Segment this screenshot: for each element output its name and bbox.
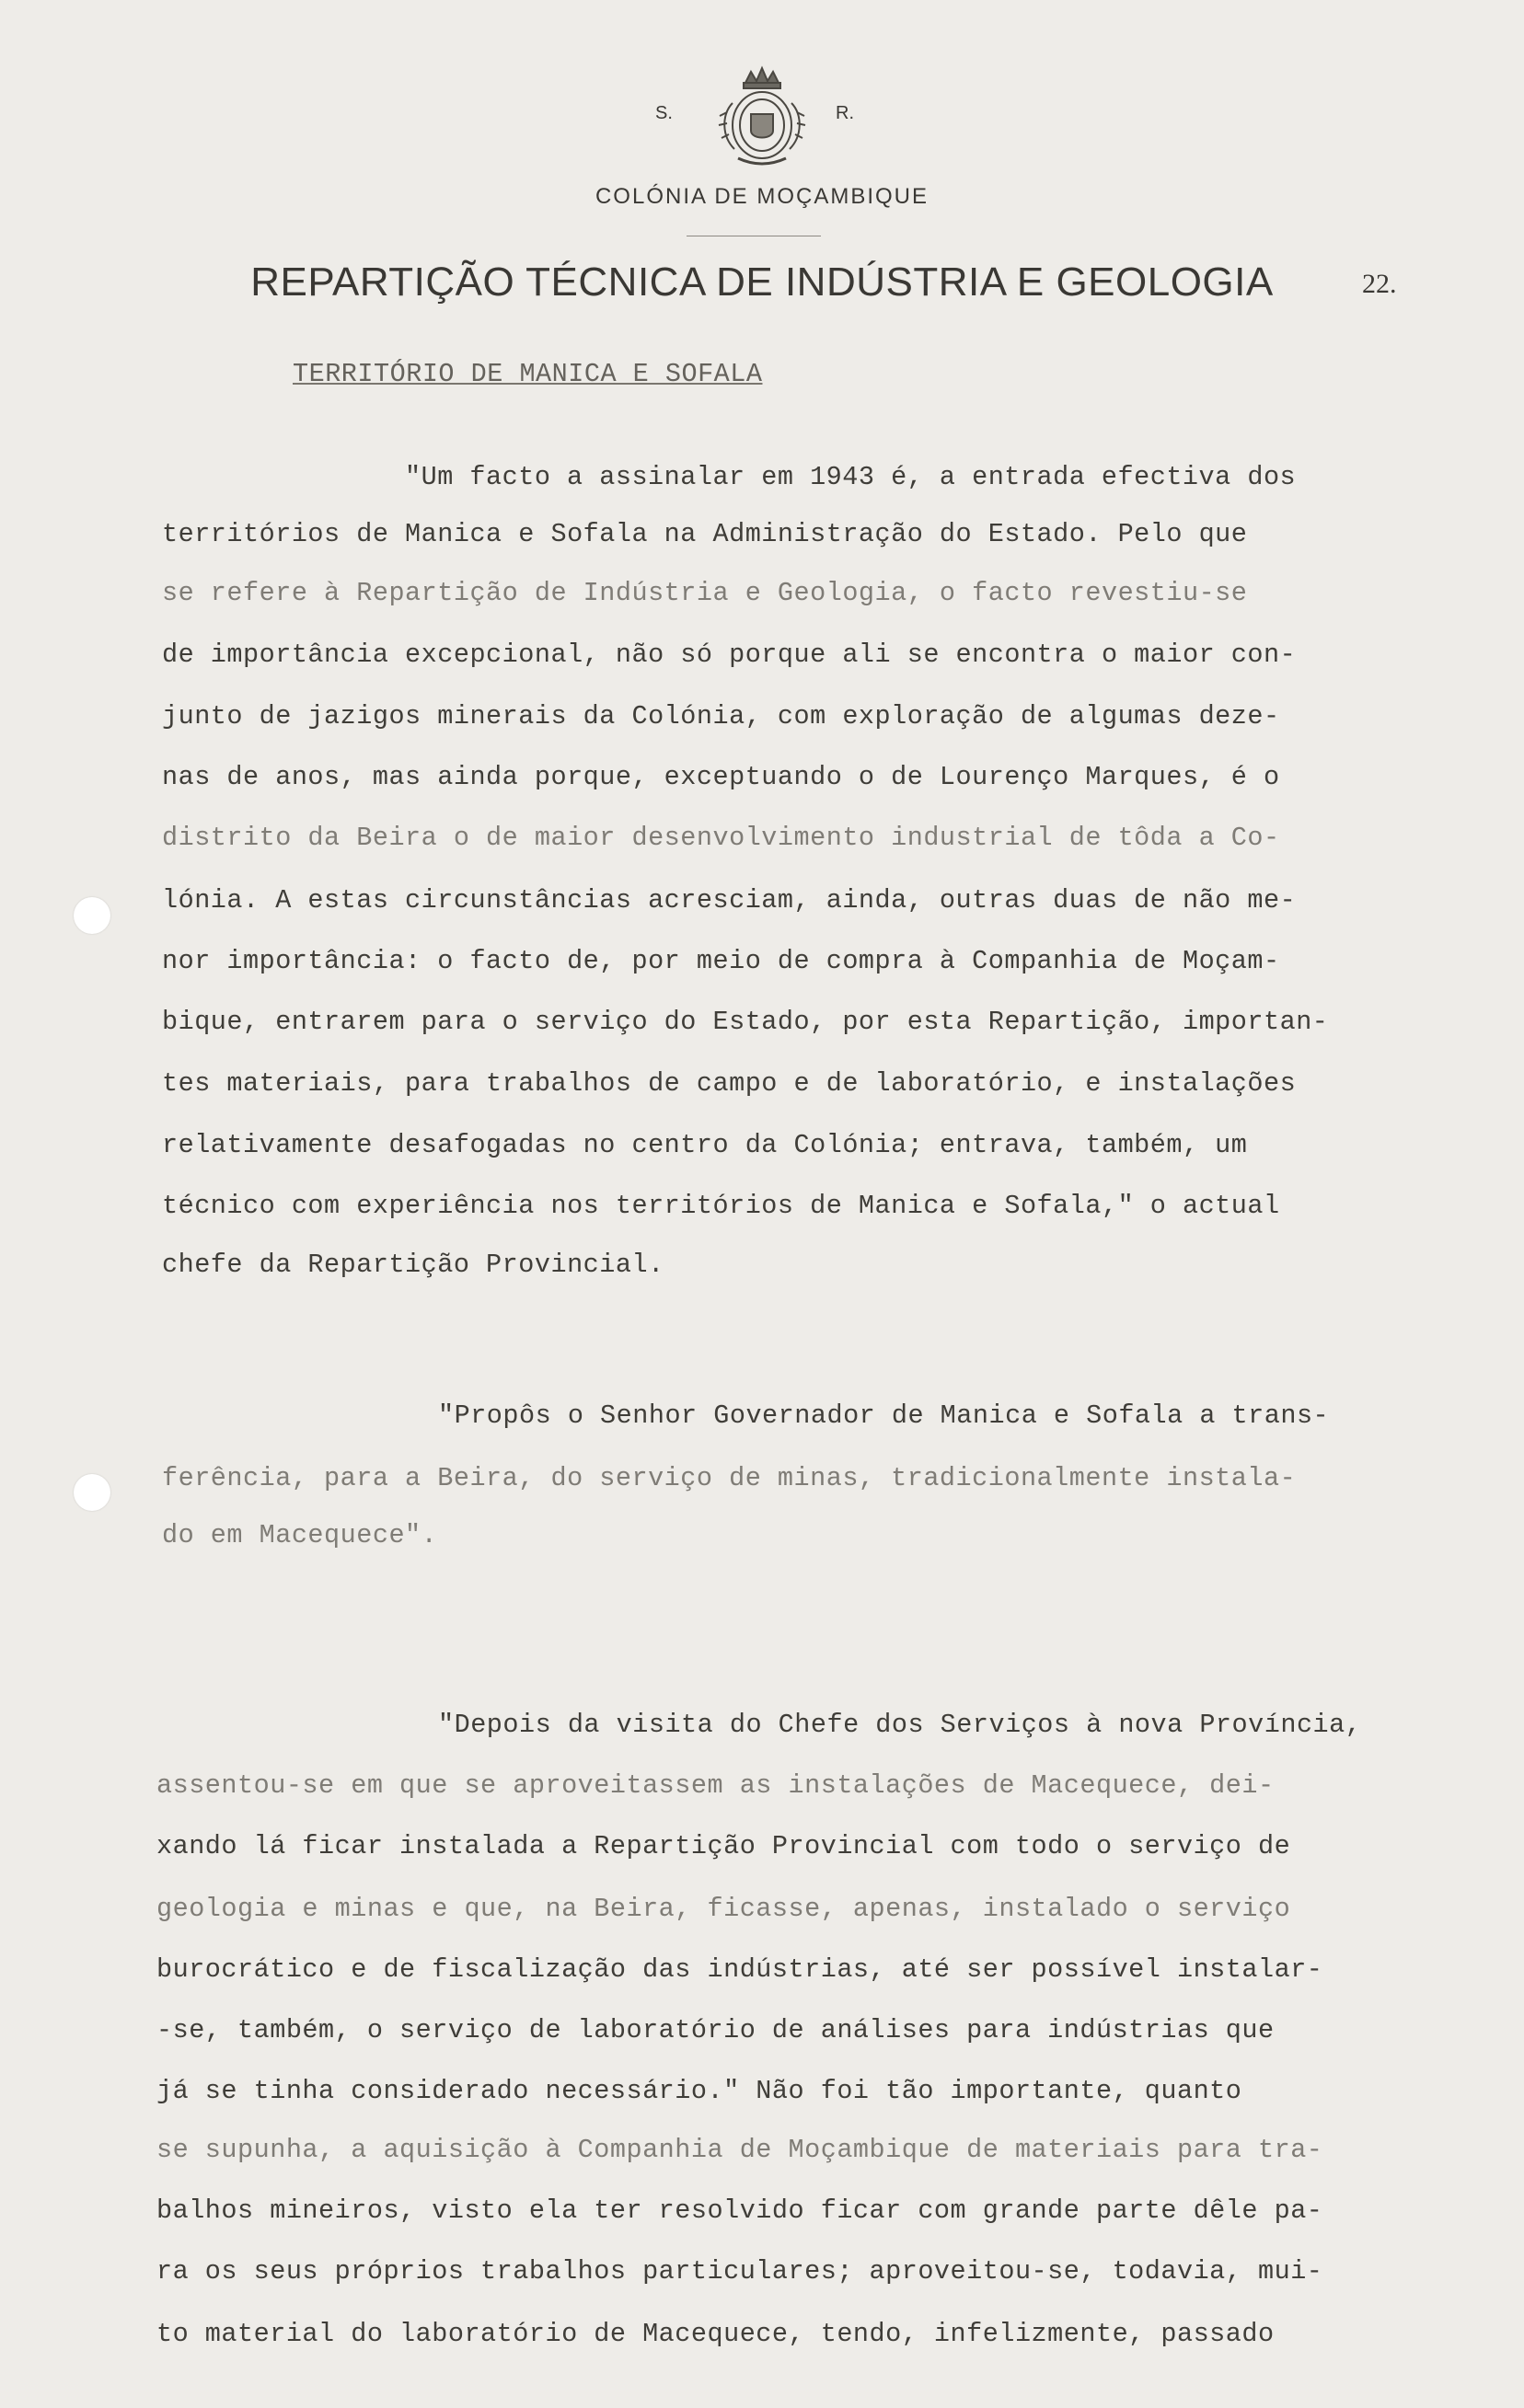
text-line: "Depois da visita do Chefe dos Serviços à nova Província, (438, 1710, 1362, 1740)
colony-name: COLÓNIA DE MOÇAMBIQUE (595, 184, 929, 209)
text-line: de importância excepcional, não só porque ali se encontra o maior con- (162, 639, 1297, 670)
text-line: lónia. A estas circunstâncias acresciam, ainda, outras duas de não me- (162, 885, 1297, 916)
department-title: REPARTIÇÃO TÉCNICA DE INDÚSTRIA E GEOLOGIA (250, 259, 1274, 305)
text-line: ferência, para a Beira, do serviço de minas, tradicionalmente instala- (162, 1463, 1297, 1493)
text-line: assentou-se em que se aproveitassem as instalações de Macequece, dei- (156, 1770, 1275, 1801)
text-line: técnico com experiência nos territórios de Manica e Sofala," o actual (162, 1191, 1280, 1221)
text-line: balhos mineiros, visto ela ter resolvido ficar com grande parte dêle pa- (156, 2195, 1323, 2226)
text-line: burocrático e de fiscalização das indústrias, até ser possível instalar- (156, 1954, 1323, 1985)
text-line: se refere à Repartição de Indústria e Geologia, o facto revestiu-se (162, 578, 1248, 608)
text-line: do em Macequece". (162, 1520, 438, 1550)
text-line: ra os seus próprios trabalhos particulares; aproveitou-se, todavia, mui- (156, 2256, 1323, 2287)
text-line: bique, entrarem para o serviço do Estado, por esta Repartição, importan- (162, 1007, 1329, 1037)
text-line: chefe da Repartição Provincial. (162, 1250, 664, 1280)
text-line: nor importância: o facto de, por meio de compra à Companhia de Moçam- (162, 946, 1280, 976)
header-left-initial: S. (655, 103, 673, 123)
text-line: se supunha, a aquisição à Companhia de Moçambique de materiais para tra- (156, 2135, 1323, 2165)
text-line: distrito da Beira o de maior desenvolvimento industrial de tôda a Co- (162, 823, 1280, 853)
punch-hole-top (74, 897, 110, 934)
punch-hole-bottom (74, 1474, 110, 1511)
text-line: nas de anos, mas ainda porque, exceptuando o de Lourenço Marques, é o (162, 762, 1280, 792)
header-right-initial: R. (836, 103, 854, 123)
section-title: TERRITÓRIO DE MANICA E SOFALA (293, 359, 763, 389)
text-line: "Propôs o Senhor Governador de Manica e Sofala a trans- (438, 1400, 1330, 1431)
text-line: junto de jazigos minerais da Colónia, com exploração de algumas deze- (162, 701, 1280, 732)
text-line: -se, também, o serviço de laboratório de análises para indústrias que (156, 2015, 1275, 2045)
text-line: "Um facto a assinalar em 1943 é, a entrada efectiva dos (405, 462, 1297, 492)
page-number: 22. (1362, 269, 1397, 299)
text-line: territórios de Manica e Sofala na Administração do Estado. Pelo que (162, 519, 1248, 549)
text-line: xando lá ficar instalada a Repartição Provincial com todo o serviço de (156, 1831, 1291, 1861)
text-line: geologia e minas e que, na Beira, ficasse, apenas, instalado o serviço (156, 1894, 1291, 1924)
text-line: tes materiais, para trabalhos de campo e de laboratório, e instalações (162, 1068, 1297, 1099)
text-line: to material do laboratório de Macequece, tendo, infelizmente, passado (156, 2319, 1275, 2349)
text-line: já se tinha considerado necessário." Não foi tão importante, quanto (156, 2076, 1242, 2106)
text-line: relativamente desafogadas no centro da Colónia; entrava, também, um (162, 1130, 1248, 1160)
